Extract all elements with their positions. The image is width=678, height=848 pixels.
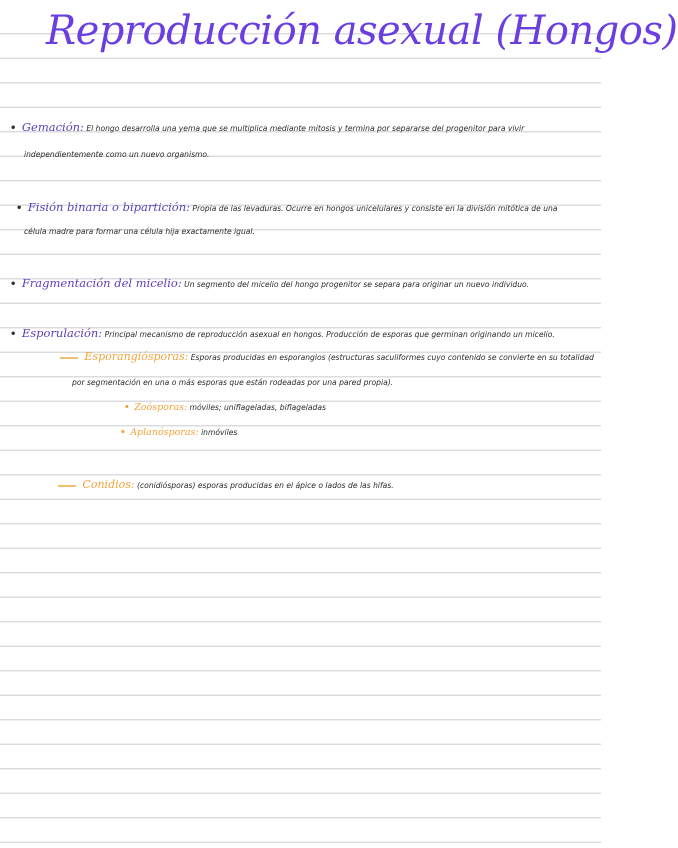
definition-text: Principal mecanismo de reproducción asexual en hongos. Producción de esporas que germinan originando un micelio. [104,330,555,339]
definition-text: Propia de las levaduras. Ocurre en hongos unicelulares y consiste en la división mitótica de una [192,204,558,213]
definition-continuation: célula madre para formar una célula hija exactamente igual. [24,227,255,236]
bullet-icon: • [124,403,130,413]
bullet-icon: • [16,203,23,214]
bullet-icon: • [10,279,17,290]
term-conidios: Conidios: [82,478,135,491]
definition-text: El hongo desarrolla una yema que se multiplica mediante mitosis y termina por separarse del progenitor para vivir [86,124,525,133]
term-fragmentacion: Fragmentación del micelio: [21,276,182,290]
list-item [10,276,529,290]
sub-sub-item [124,402,326,413]
term-gemacion: Gemación: [21,120,84,134]
definition-continuation: por segmentación en una o más esporas que están rodeadas por una pared propia). [72,378,394,387]
bullet-icon: • [10,329,17,340]
sub-sub-item [120,427,237,438]
sub-item [60,350,594,363]
definition-continuation: independientemente como un nuevo organismo. [24,150,210,159]
definition-text: móviles; uniflageladas, biflageladas [189,403,326,412]
term-aplanosporas: Aplanósporas: [130,427,199,438]
bullet-icon: • [10,123,17,134]
sub-item [58,478,394,491]
term-zoosporas: Zoósporas: [134,402,188,413]
term-fision-binaria: Fisión binaria o bipartición: [27,200,190,214]
bullet-icon: • [120,428,126,438]
page-title: Reproducción asexual (Hongos) [46,8,678,54]
definition-text: Esporas producidas en esporangios (estructuras saculiformes cuyo contenido se convierte en su totalidad [190,353,594,362]
dash-icon [60,357,78,359]
dash-icon [58,485,76,487]
list-item [10,326,555,340]
definition-text: inmóviles [201,428,238,437]
list-item [10,120,524,134]
term-esporulacion: Esporulación: [21,326,103,340]
list-item [16,200,557,214]
definition-text: (conidiósporas) esporas producidas en el ápice o lados de las hifas. [137,481,394,490]
definition-text: Un segmento del micelio del hongo progenitor se separa para originar un nuevo individuo. [184,280,530,289]
term-esporangiosporas: Esporangiósporas: [84,350,189,363]
